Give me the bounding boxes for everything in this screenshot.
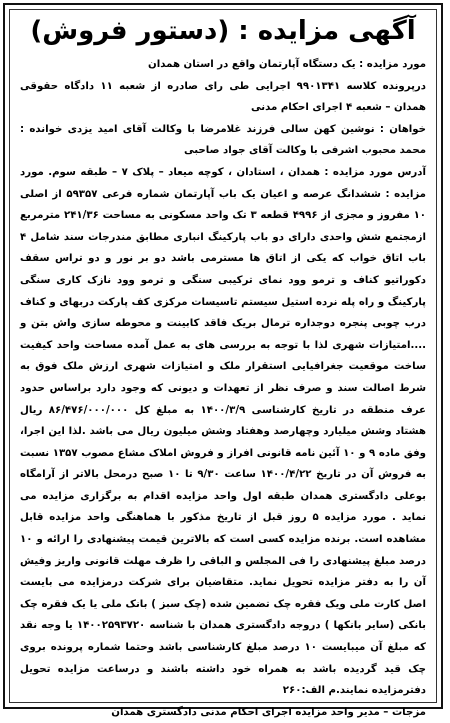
- notice-inner-border: [9, 9, 437, 718]
- notice-parties: خواهان : نوشین کهن سالی فرزند غلامرضا با وکالت آقای امید یزدی خوانده : محمد محبوب اشرفی با وکالت آقای جواد صاحبی: [20, 123, 426, 157]
- notice-body: [20, 54, 427, 718]
- notice-details: آدرس مورد مزایده : همدان ، استادان ، کوچه میعاد – پلاک ۷ – طبقه سوم. مورد مزایده : ششدانگ عرصه و اعیان یک باب آپارتمان شماره فرعی ۵۹۳۵۷ از اصلی ۱۰ مفروز و مجزی از ۴۹۹۶ قطعه ۳ تک واحد مسکونی به مساحت ۲۴۱/۳۶ مترمربع ازمجتمع شش واحدی دارای دو باب پارکینگ انباری مطابق مندرجات سند شامل ۴ باب اتاق خواب که یکی از اتاق ها مسترمی باشد دو بر نور و دو تراس سقف دکوراتیو کناف و ترمو وود نمای ترکیبی سنگی و ترمو وود نازک کاری سنگی پارکینگ و راه پله نرده استیل سیستم تاسیسات مرکزی کف پارکت دربهای و کناف درب چوبی پنجره دوجداره ترمال بریک فاقد کابینت و محوطه سازی واش بتن و ....امتیازات شهری لذا با توجه به بررسی های به عمل آمده مساحت واحد کیفیت ساخت موقعیت جغرافیایی استقرار ملک و امتیازات شهری ارزش ملک فوق به شرط اصالت سند و صرف نظر از تعهدات و دیونی که وجود دارد براساس حدود عرف منطقه در تاریخ کارشناسی ۱۴۰۰/۳/۹ به مبلغ کل ۸۶/۴۷۶/۰۰۰/۰۰۰ ریال هشتاد وشش میلیارد وچهارصد وهفتاد وشش میلیون ریال می باشد .لذا این اجرا، وفق ماده ۹ و ۱۰ آئین نامه قانونی افراز و فروش املاک مشاع مصوب ۱۳۵۷ نسبت به فروش آن در تاریخ ۱۴۰۰/۴/۲۲ ساعت ۹/۳۰ تا ۱۰ صبح درمحل بالاتر از آرامگاه بوعلی دادگستری همدان طبقه اول واحد مزایده اقدام به برگزاری مزایده می نماید . مورد مزایده ۵ روز قبل از تاریخ مذکور با هماهنگی واحد مزایده قابل مشاهده است. برنده مزایده کسی است که بالاترین قیمت پیشنهادی را ارائه و ۱۰ درصد مبلغ پیشنهادی را فی المجلس و الباقی را ظرف مهلت قانونی واریز وفیش آن را به دفتر مزایده تحویل نماید. متقاضیان برای شرکت درمزایده می بایست اصل کارت ملی ویک فقره چک تضمین شده (چک سبز ) بانک ملی یا یک فقره چک بانکی (سایر بانکها ) دروجه دادگستری همدان با شناسه ۱۴۰۰۲۵۹۳۷۲۰ یا وجه نقد که مبلغ آن میبایست ۱۰ درصد مبلغ کارشناسی باشد وحتما شماره پرونده بروی چک قید گردیده باشد به همراه خود داشته باشند و درساعت مزایده تحویل دفترمزایده نمایند.م الف:۲۶۰: [20, 166, 427, 697]
- notice-frame: [3, 3, 443, 718]
- notice-subject: مورد مزایده : یک دستگاه آپارتمان واقع در استان همدان: [148, 59, 426, 70]
- notice-signature: مزجات – مدیر واحد مزایده اجرای احکام مدنی دادگستری همدان: [111, 706, 426, 718]
- notice-title: آگهی مزایده : (دستور فروش): [30, 16, 416, 46]
- notice-case: درپرونده کلاسه ۹۹۰۱۳۴۱ اجرایی طی رای صادره از شعبه ۱۱ دادگاه حقوقی همدان – شعبه ۴ اجرای احکام مدنی: [20, 80, 426, 114]
